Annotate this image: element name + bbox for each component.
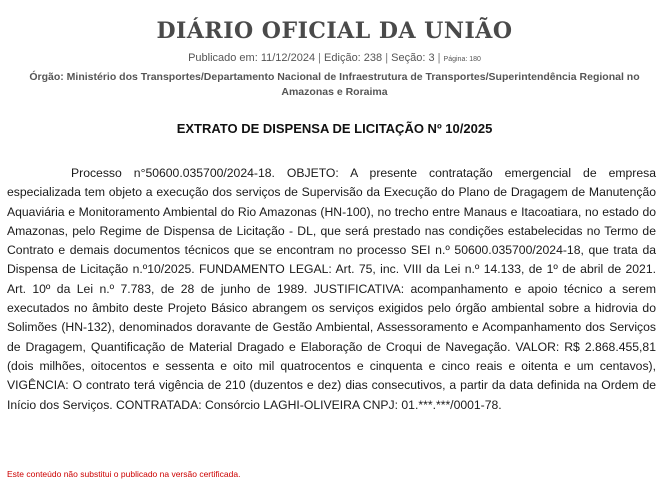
separator: | [437, 52, 441, 64]
section-number: Seção: 3 [391, 52, 435, 64]
separator: | [385, 52, 389, 64]
document-title: EXTRATO DE DISPENSA DE LICITAÇÃO Nº 10/2025 [176, 121, 493, 136]
published-date: Publicado em: 11/12/2024 [188, 52, 316, 64]
issuing-body: Órgão: Ministério dos Transportes/Departamento Nacional de Infraestrutura de Transportes/Superintendência Regional no Amazonas e Roraima [29, 71, 640, 98]
document-body: Processo n°50600.035700/2024-18. OBJETO: A presente contratação emergencial de empresa especializada tem objeto a execução dos serviços de Supervisão da Execução do Plano de Dragagem de Manutenção Aquaviária e Monitoramento Ambiental do Rio Amazonas (HN-100), no trecho entre Manaus e Itacoatiara, no estado do Amazonas, pelo Regime de Dispensa de Licitação - DL, que será prestado nas condições estabelecidas no Termo de Contrato e demais documentos técnicos que se encontram no processo SEI n.º 50600.035700/2024-18, que trata da Dispensa de Licitação n.º10/2025. FUNDAMENTO LEGAL: Art. 75, inc. VIII da Lei n.º 14.133, de 1º de abril de 2021. Art. 10º da Lei n.º 7.783, de 28 de junho de 1989. JUSTIFICATIVA: acompanhamento e apoio técnico a serem executados no âmbito deste Projeto Básico abrangem os serviços exigidos pelo órgão ambiental sobre a hidrovia do Solimões (HN-132), denominados doravante de Gestão Ambiental, Assessoramento e Acompanhamento dos Serviços de Dragagem, Quantificação de Material Dragado e Elaboração de Croqui de Navegação. VALOR: R$ 2.868.455,81 (dois milhões, oitocentos e sessenta e oito mil quatrocentos e cinquenta e cinco reais e oitenta e um centavos), VIGÊNCIA: O contrato terá vigência de 210 (duzentos e dez) dias consecutivos, a partir da data definida na Ordem de Início dos Serviços. CONTRATADA: Consórcio LAGHI-OLIVEIRA CNPJ: 01.***.***/0001-78. [7, 166, 656, 412]
certification-disclaimer: Este conteúdo não substitui o publicado na versão certificada. [7, 469, 241, 479]
separator: | [318, 52, 321, 64]
edition-number: Edição: 238 [324, 52, 383, 64]
publication-info [0, 52, 669, 64]
masthead-title: DIÁRIO OFICIAL DA UNIÃO [156, 18, 513, 44]
page-number: Página: 180 [443, 56, 481, 63]
